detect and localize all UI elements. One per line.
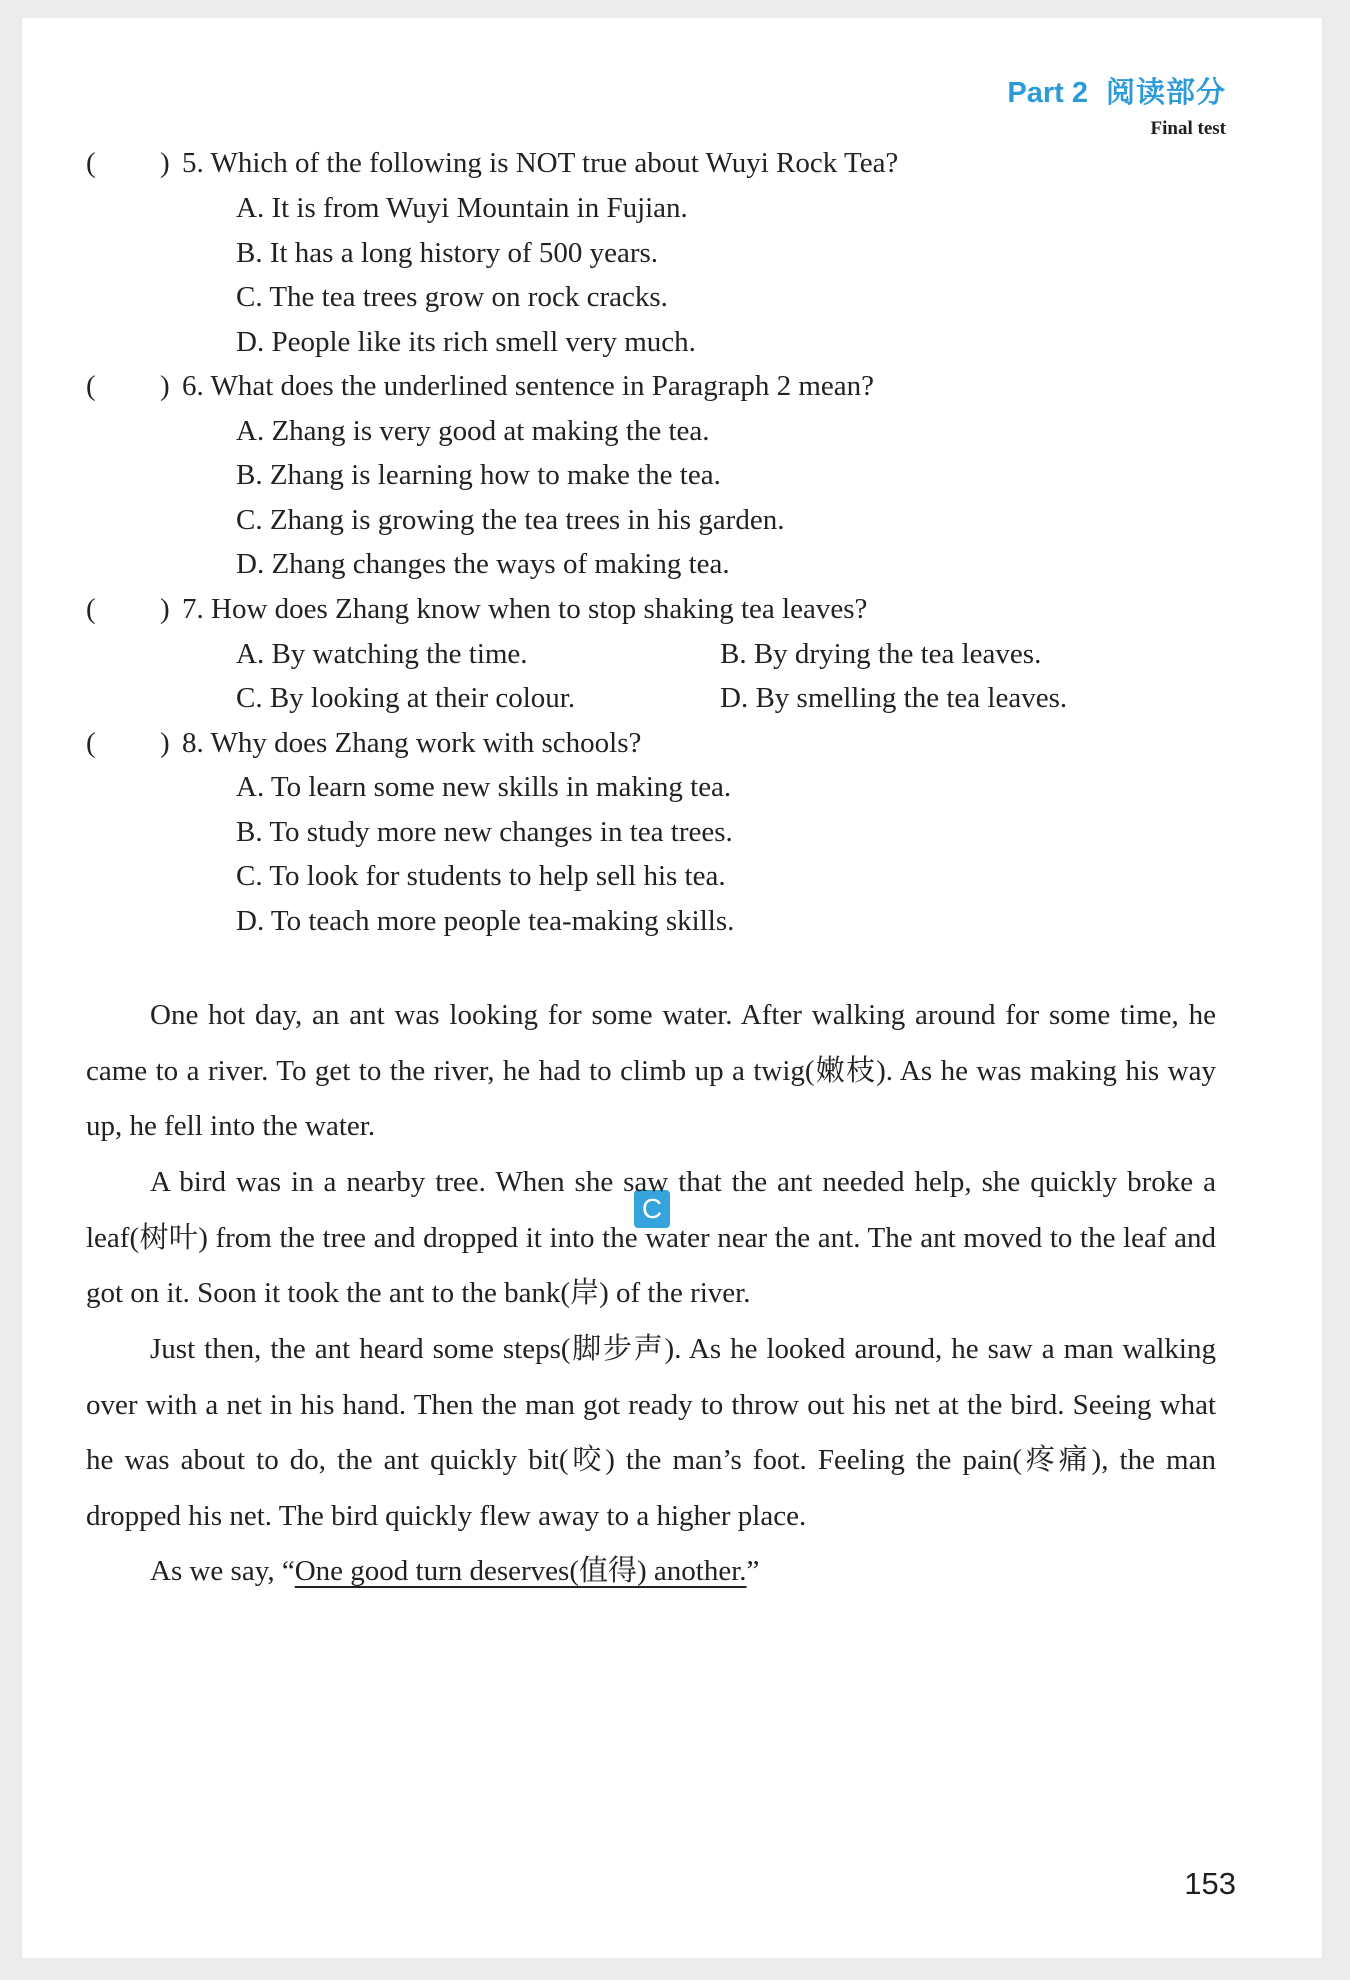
passage-paragraph-1: One hot day, an ant was looking for some water. After walking around for some time, he came to a river. To get to the river, he had to climb up a twig(嫩枝). As he was making his way up, he fell into the water.: [86, 999, 1216, 1142]
question-5-option-b: B. It has a long history of 500 years.: [236, 237, 659, 269]
question-5-stem-line: [86, 145, 898, 181]
question-7-option-c: C. By looking at their colour.: [236, 682, 576, 714]
question-6-stem-line: [86, 368, 874, 404]
question-5-option-d: D. People like its rich smell very much.: [236, 326, 696, 358]
question-6-option-d: D. Zhang changes the ways of making tea.: [236, 548, 730, 580]
page-number: 153: [1184, 1866, 1236, 1901]
question-5-option-a: A. It is from Wuyi Mountain in Fujian.: [236, 192, 688, 224]
question-8-option-c: C. To look for students to help sell his tea.: [236, 860, 726, 892]
page-header: [1007, 70, 1226, 111]
header-subtitle: Final test: [1150, 118, 1226, 139]
answer-bracket[interactable]: ( ): [86, 370, 170, 402]
answer-bracket[interactable]: ( ): [86, 593, 170, 625]
question-5-option-c: C. The tea trees grow on rock cracks.: [236, 281, 668, 313]
question-stem: 6. What does the underlined sentence in Paragraph 2 mean?: [182, 370, 874, 402]
question-8-option-b: B. To study more new changes in tea trees.: [236, 816, 733, 848]
answer-bracket[interactable]: ( ): [86, 147, 170, 179]
question-7-option-a: A. By watching the time.: [236, 638, 528, 670]
question-6-option-a: A. Zhang is very good at making the tea.: [236, 415, 710, 447]
passage-paragraph-2: A bird was in a nearby tree. When she saw that the ant needed help, she quickly broke a leaf(树叶) from the tree and dropped it into the water near the ant. The ant moved to the leaf and got on it. Soon it took the ant to the bank(岸) of the river.: [86, 1166, 1216, 1309]
question-6-option-c: C. Zhang is growing the tea trees in his garden.: [236, 504, 785, 536]
header-part-label: Part 2: [1007, 77, 1088, 109]
question-6-option-b: B. Zhang is learning how to make the tea.: [236, 459, 721, 491]
question-8-option-a: A. To learn some new skills in making tea.: [236, 771, 732, 803]
question-stem: 7. How does Zhang know when to stop shaking tea leaves?: [182, 593, 868, 625]
textbook-page: [22, 18, 1322, 1958]
question-stem: 5. Which of the following is NOT true about Wuyi Rock Tea?: [182, 147, 899, 179]
passage-paragraph-4: As we say, “One good turn deserves(值得) another.”: [150, 1555, 760, 1587]
underlined-proverb: One good turn deserves(值得) another.: [294, 1555, 747, 1587]
question-7-option-b: B. By drying the tea leaves.: [720, 638, 1042, 670]
question-stem: 8. Why does Zhang work with schools?: [182, 727, 642, 759]
question-7-option-d: D. By smelling the tea leaves.: [720, 682, 1068, 714]
answer-bracket[interactable]: ( ): [86, 727, 170, 759]
header-part-chinese: 阅读部分: [1105, 77, 1226, 109]
question-7-stem-line: [86, 591, 867, 627]
section-c-badge: C: [634, 1190, 670, 1228]
question-8-stem-line: [86, 725, 641, 761]
question-8-option-d: D. To teach more people tea-making skills.: [236, 905, 735, 937]
passage-paragraph-3: Just then, the ant heard some steps(脚步声). As he looked around, he saw a man walking over with a net in his hand. Then the man got ready to throw out his net at the bird. Seeing what he was about to do, the ant quickly bit(咬) the man’s foot. Feeling the pain(疼痛), the man dropped his net. The bird quickly flew away to a higher place.: [86, 1333, 1216, 1532]
